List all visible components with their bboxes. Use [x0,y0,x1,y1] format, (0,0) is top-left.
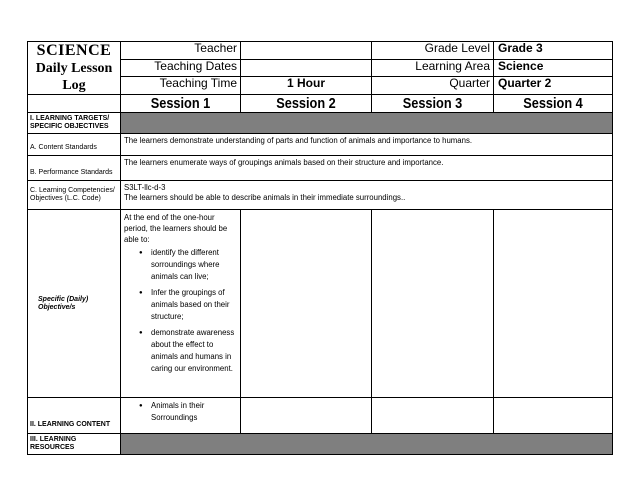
session-2-header: Session 2 [276,95,336,112]
grade-level-label: Grade Level [372,42,494,60]
learning-targets-fill [121,113,613,134]
session-1-header: Session 1 [150,95,211,112]
learning-targets-label: I. LEARNING TARGETS/ SPECIFIC OBJECTIVES [28,113,121,134]
competencies-text: The learners should be able to describe animals in their immediate surroundings.. [124,193,406,202]
brand-cell-bottom [28,95,121,113]
session-3-header: Session 3 [402,95,463,112]
teaching-dates-label: Teaching Dates [121,59,241,77]
brand-cell [28,42,121,95]
learning-area-value[interactable]: Science [494,59,613,77]
list-item: ● Infer the groupings of animals based on their structure; [139,287,240,323]
competencies-cell [121,181,613,210]
learning-content-session-3[interactable] [372,398,494,434]
grade-level-value[interactable]: Grade 3 [494,42,613,60]
specific-objectives-list [121,247,240,375]
learning-resources-label: III. LEARNING RESOURCES [28,434,121,455]
list-item: ● Animals in their Sorroundings [139,400,240,424]
list-item: ● demonstrate awareness about the effect to animals and humans in caring our environment. [139,327,240,375]
content-standards-label: A. Content Standards [28,134,121,156]
competencies-code: S3LT-llc-d-3 [124,183,166,192]
specific-objectives-session-1 [121,210,241,398]
learning-content-session-4[interactable] [494,398,613,434]
learning-area-label: Learning Area [372,59,494,77]
learning-content-session-1 [121,398,241,434]
teacher-label: Teacher [121,42,241,60]
teacher-value[interactable] [241,42,372,60]
specific-objectives-label: Specific (Daily) Objective/s [28,210,121,398]
session-4-header: Session 4 [523,95,583,112]
competencies-label: C. Learning Competencies/ Objectives (L.C. Code) [28,181,121,210]
learning-content-session-2[interactable] [241,398,372,434]
brand-subtitle-2: Log [62,78,86,93]
brand-title: SCIENCE [36,42,112,59]
learning-resources-fill [121,434,613,455]
content-standards-text: The learners demonstrate understanding of parts and function of animals and importance to humans. [121,134,613,156]
quarter-label: Quarter [372,77,494,95]
quarter-value[interactable]: Quarter 2 [494,77,613,95]
performance-standards-text: The learners enumerate ways of groupings animals based on their structure and importance. [121,156,613,181]
teaching-time-label: Teaching Time [121,77,241,95]
learning-content-list [121,400,240,424]
specific-objectives-intro: At the end of the one-hour period, the learners should be able to: [124,213,228,244]
specific-objectives-session-2[interactable] [241,210,372,398]
brand-subtitle: Daily Lesson [35,61,113,76]
list-item: ● identify the different sorroundings where animals can live; [139,247,240,283]
teaching-dates-value[interactable] [241,59,372,77]
specific-objectives-session-4[interactable] [494,210,613,398]
specific-objectives-session-3[interactable] [372,210,494,398]
learning-content-label: II. LEARNING CONTENT [28,398,121,434]
performance-standards-label: B. Performance Standards [28,156,121,181]
lesson-log-table [27,41,613,455]
teaching-time-value[interactable]: 1 Hour [241,77,372,95]
